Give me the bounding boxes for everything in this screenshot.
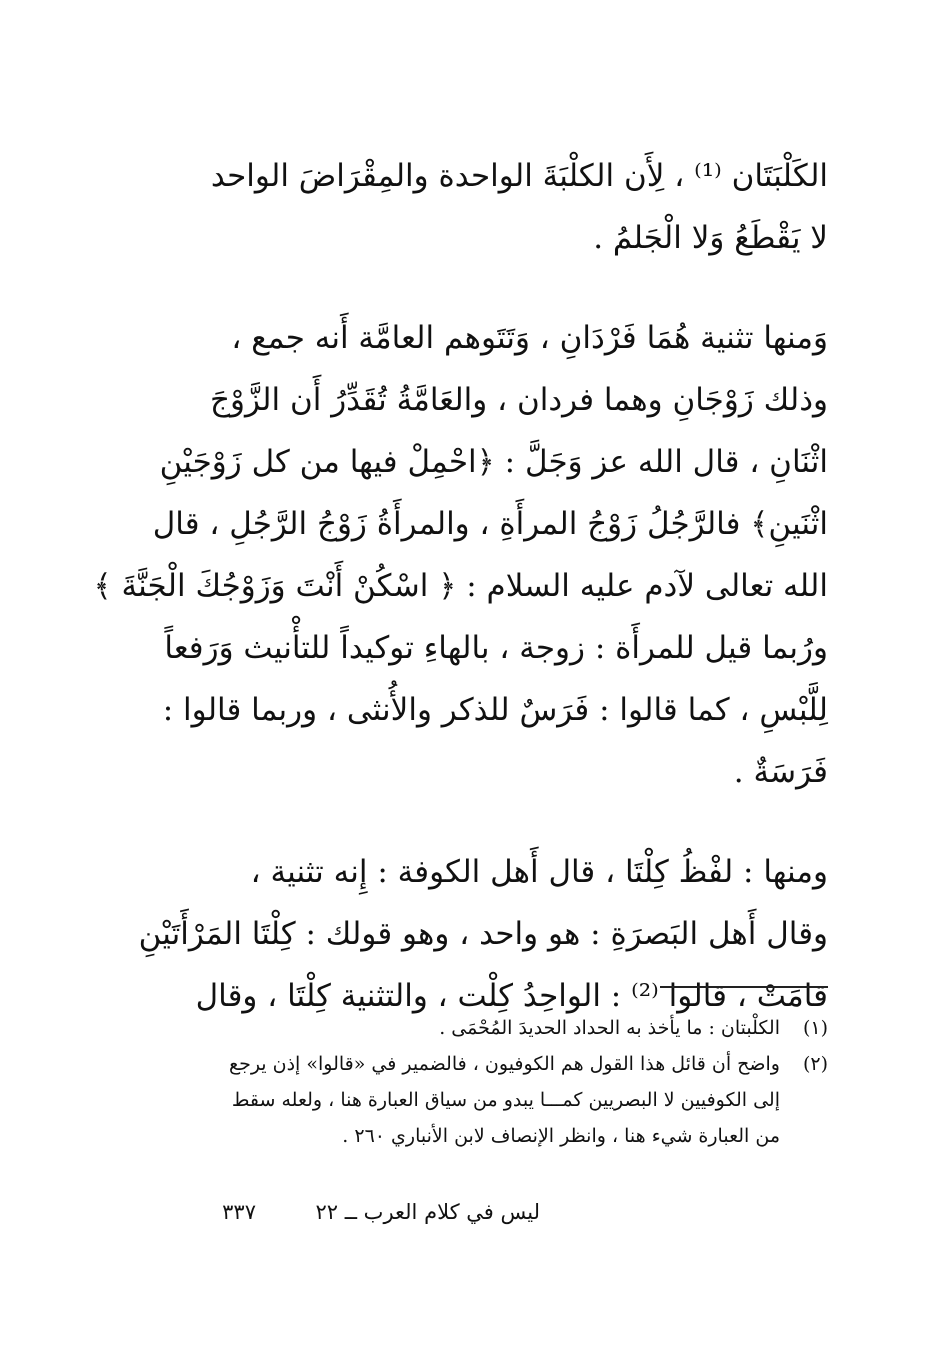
footnote-number: (١) [802, 1017, 828, 1039]
paragraph-kalbatan [128, 145, 828, 269]
text-line: الله تعالى لآدم عليه السلام : ﴿ اسْكُنْ أَنْتَ وَزَوْجُكَ الْجَنَّةَ ﴾ [93, 568, 828, 604]
footnote-separator [660, 986, 828, 988]
text-line: وقال أَهل البَصرَةِ : هو واحد ، وهو قولك : كِلْتَا المَرْأَتَيْنِ [138, 916, 828, 952]
footnote-2 [128, 1046, 828, 1154]
footnote-number: (٢) [802, 1053, 828, 1075]
footnote-text [128, 1010, 780, 1046]
text-line: وَمنها تثنية هُمَا فَرْدَانِ ، وَتَتَوهم العامَّة أَنه جمع ، [231, 320, 828, 356]
page-footer [140, 1196, 540, 1228]
text-line: اثْنَانِ ، قال الله عز وَجَلَّ : ﴿احْمِلْ فيها من كل زَوْجَيْنِ [159, 444, 828, 480]
footnote-line: الكلْبتان : ما يأخذ به الحداد الحديدَ المُحْمَى . [439, 1017, 780, 1039]
page-number: ٣٣٧ [222, 1200, 256, 1224]
footnotes [128, 1010, 828, 1154]
main-text [93, 145, 828, 1027]
footnote-line: من العبارة شيء هنا ، وانظر الإنصاف لابن الأنباري ٢٦٠ . [342, 1125, 780, 1147]
text-line: ومنها : لفْظُ كِلْتَا ، قال أَهل الكوفة : إِنه تثنية ، [250, 854, 828, 890]
text-line: فَرَسَةٌ . [733, 754, 828, 790]
footnote-1 [128, 1010, 828, 1046]
text-line: وذلك زَوْجَانِ وهما فردان ، والعَامَّةُ تُقَدِّرُ أَن الزَّوْجَ [209, 382, 828, 418]
text-line: لِلَّبْسِ ، كما قالوا : فَرَسٌ للذكر والأُنثى ، وربما قالوا : [162, 692, 828, 728]
paragraph-zawj [93, 307, 828, 803]
footnote-text [128, 1046, 780, 1154]
text-line: قامَتْ ، قالوا ⁽²⁾ : الواحِدُ كِلْت ، والتثنية كِلْتَا ، وقال [195, 978, 828, 1014]
footnote-line: واضح أن قائل هذا القول هم الكوفيون ، فالضمير في «قالوا» إذن يرجع [228, 1053, 780, 1075]
footnote-line: إلى الكوفيين لا البصريين كمـــا يبدو من سياق العبارة هنا ، ولعله سقط [231, 1089, 780, 1111]
text-line: ورُبما قيل للمرأَة : زوجة ، بالهاءِ توكيداً للتأْنيث وَرَفعاً [164, 630, 828, 666]
running-title: ليس في كلام العرب ــ ٢٢ [315, 1200, 540, 1224]
text-line: لا يَقْطَعُ وَلا الْجَلمُ . [593, 220, 828, 256]
text-line: الكَلْبَتَان ⁽¹⁾ ، لِأَن الكلْبَةَ الواحدة والمِقْرَاضَ الواحد [210, 158, 828, 194]
text-line: اثْنَينِ﴾ فالرَّجُلُ زَوْجُ المرأَةِ ، والمرأَةُ زَوْجُ الرَّجُلِ ، قال [152, 506, 828, 542]
paragraph-kilta [128, 841, 828, 1027]
